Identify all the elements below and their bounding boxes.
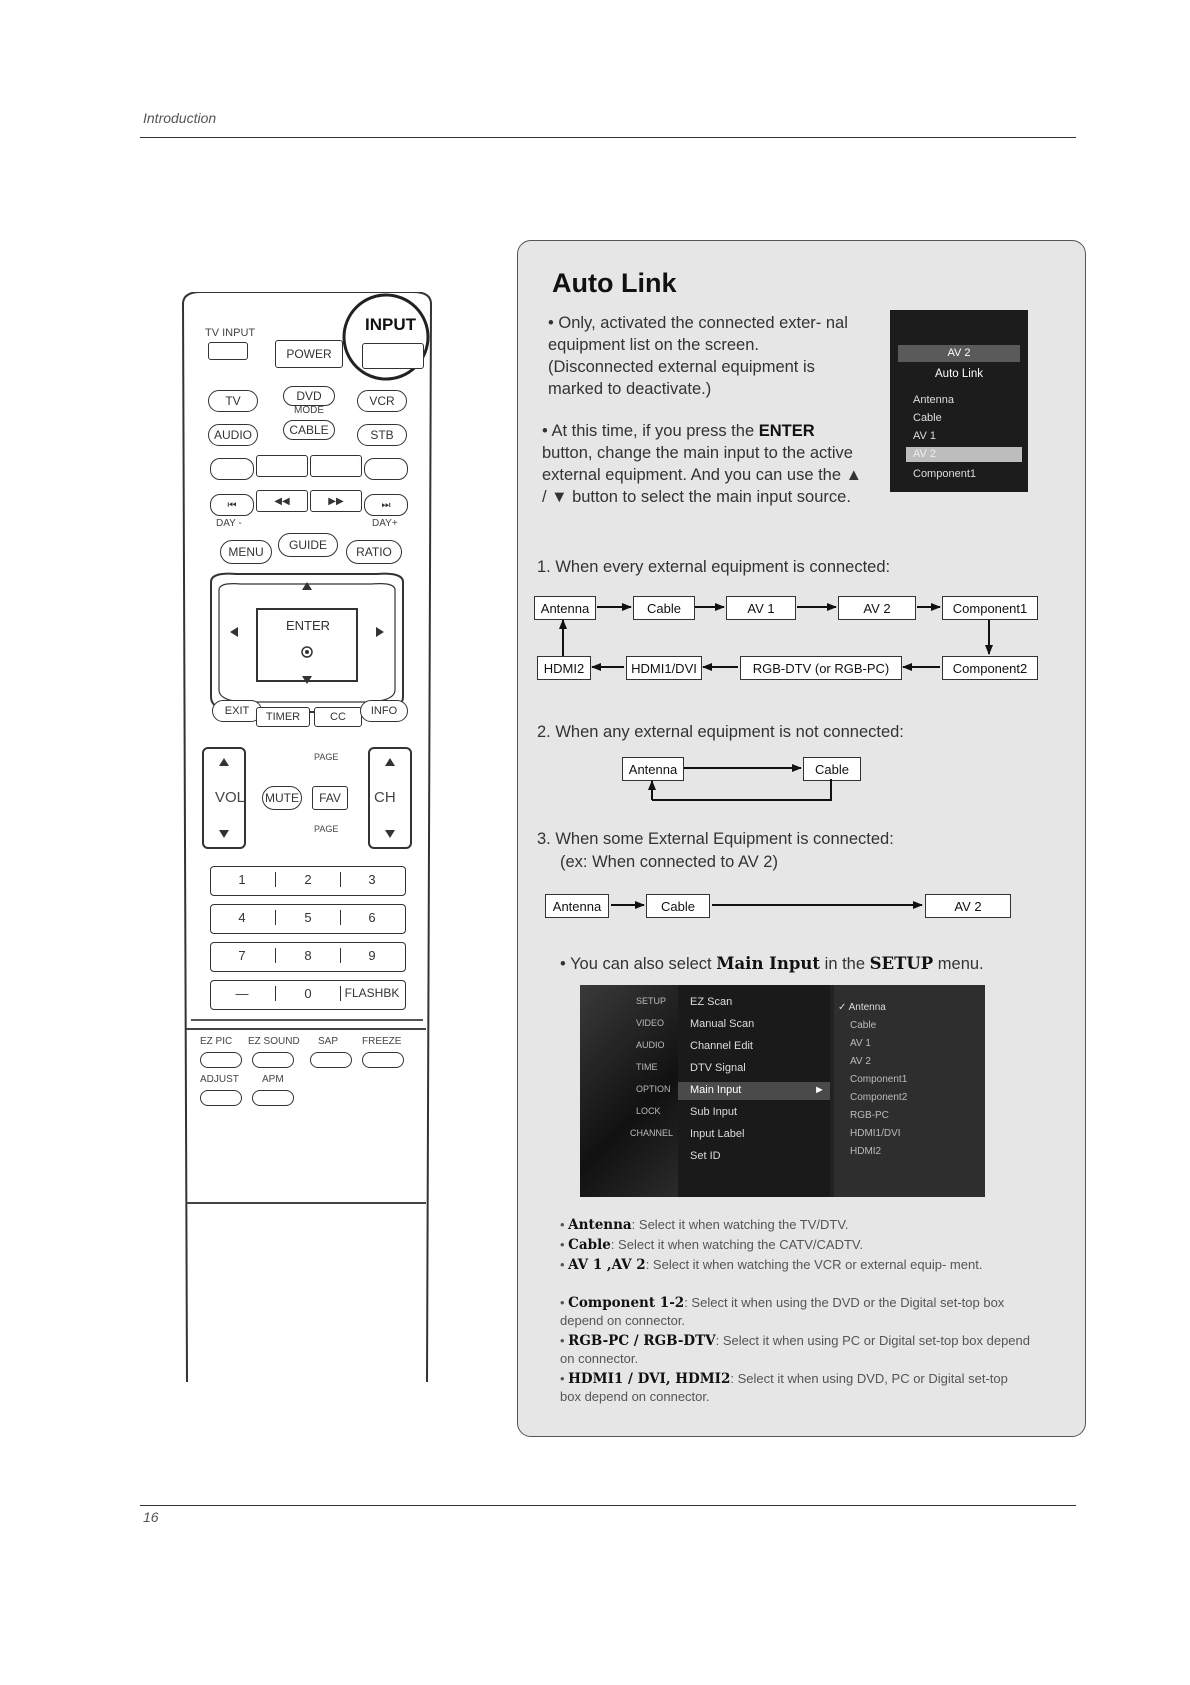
menu-side-lock[interactable]: LOCK — [636, 1106, 661, 1116]
digit-4-button[interactable]: 4 — [238, 910, 246, 925]
ez-pic-button[interactable] — [200, 1052, 242, 1068]
opt-rgb-pc[interactable]: RGB-PC — [850, 1110, 889, 1121]
flow2-antenna: Antenna — [622, 757, 684, 781]
opt-cable[interactable]: Cable — [850, 1020, 877, 1031]
case-3-example: (ex: When connected to AV 2) — [560, 853, 778, 871]
page-number: 16 — [143, 1509, 159, 1525]
menu-main-input[interactable]: Main Input — [690, 1084, 742, 1096]
right-arrow-button[interactable] — [370, 622, 392, 644]
digit-3-button[interactable]: 3 — [368, 872, 376, 887]
menu-manual-scan[interactable]: Manual Scan — [690, 1018, 755, 1030]
dash-button[interactable]: — — [235, 986, 249, 1001]
opt-antenna[interactable]: ✓ Antenna — [838, 1002, 886, 1013]
desc-av: • AV 1 ,AV 2: Select it when watching the VCR or external equip- ment. — [560, 1257, 983, 1273]
down-arrow-button[interactable] — [296, 670, 318, 692]
tv-input-label: TV INPUT — [205, 327, 256, 339]
page-up-label: PAGE — [314, 752, 339, 762]
case-1-label: 1. When every external equipment is connected: — [537, 558, 891, 576]
flow3-cable: Cable — [646, 894, 710, 918]
timer-button[interactable]: TIMER — [256, 707, 310, 727]
tv-input-button[interactable] — [208, 342, 248, 360]
cc-button[interactable]: CC — [314, 707, 362, 727]
sap-label: SAP — [318, 1036, 339, 1047]
menu-button[interactable]: MENU — [220, 540, 272, 564]
case-2-label: 2. When any external equipment is not connected: — [537, 723, 904, 741]
stop-button[interactable] — [210, 458, 254, 480]
desc-component: • Component 1-2: Select it when using the DVD or the Digital set-top box depend on connector. — [560, 1295, 1005, 1328]
apm-button[interactable] — [252, 1090, 294, 1106]
digit-6-button[interactable]: 6 — [368, 910, 376, 925]
rewind-button[interactable]: ◀◀ — [256, 490, 308, 512]
osd-item-component1: Component1 — [913, 468, 976, 480]
tv-mode-button[interactable]: TV — [208, 390, 258, 412]
menu-input-label[interactable]: Input Label — [690, 1128, 745, 1140]
desc-hdmi: • HDMI1 / DVI, HDMI2: Select it when using DVD, PC or Digital set-top box depend on connector. — [560, 1371, 1008, 1404]
desc-cable: • Cable: Select it when watching the CATV/CADTV. — [560, 1237, 863, 1253]
setup-note: • You can also select Main Input in the SETUP menu. — [560, 954, 984, 973]
input-label: INPUT — [365, 315, 416, 334]
digit-9-button[interactable]: 9 — [368, 948, 376, 963]
flow1-antenna: Antenna — [534, 596, 596, 620]
opt-component1[interactable]: Component1 — [850, 1074, 908, 1085]
digit-5-button[interactable]: 5 — [275, 910, 341, 925]
mode-label: MODE — [294, 405, 324, 416]
flow2-cable: Cable — [803, 757, 861, 781]
opt-component2[interactable]: Component2 — [850, 1092, 908, 1103]
desc-antenna: • Antenna: Select it when watching the TV/DTV. — [560, 1217, 849, 1233]
digit-7-button[interactable]: 7 — [238, 948, 246, 963]
dvd-mode-button[interactable]: DVD — [283, 386, 335, 406]
day-minus-label: DAY - — [216, 518, 242, 529]
case-3-label: 3. When some External Equipment is connected: — [537, 830, 894, 848]
digit-1-button[interactable]: 1 — [238, 872, 246, 887]
flow1-component1: Component1 — [942, 596, 1038, 620]
flow1-component2: Component2 — [942, 656, 1038, 680]
intro-paragraph-2: • At this time, if you press the ENTER button, change the main input to the active external equipment. And you can use the ▲ / ▼ button to select the main input source. — [542, 422, 862, 506]
freeze-button[interactable] — [362, 1052, 404, 1068]
record-button[interactable] — [364, 458, 408, 480]
intro-paragraph-1: • Only, activated the connected exter- nal equipment list on the screen. (Disconnected external equipment is marked to deactivate.) — [548, 314, 848, 398]
osd-item-av2: AV 2 — [913, 448, 937, 460]
flow1-av1: AV 1 — [726, 596, 796, 620]
freeze-label: FREEZE — [362, 1036, 402, 1047]
menu-side-setup[interactable]: SETUP — [636, 996, 667, 1006]
footer-rule — [140, 1505, 1076, 1506]
ratio-button[interactable]: RATIO — [346, 540, 402, 564]
flow1-hdmi1-dvi: HDMI1/DVI — [626, 656, 702, 680]
ez-sound-button[interactable] — [252, 1052, 294, 1068]
up-arrow-button[interactable] — [296, 576, 318, 598]
osd-item-antenna: Antenna — [913, 394, 954, 406]
flow3-antenna: Antenna — [545, 894, 609, 918]
apm-label: APM — [262, 1074, 284, 1085]
section-header: Introduction — [143, 110, 217, 126]
ez-sound-label: EZ SOUND — [248, 1036, 300, 1047]
pause-button[interactable] — [310, 455, 362, 477]
exit-button[interactable]: EXIT — [212, 700, 262, 722]
menu-submenu-arrow-icon: ► — [814, 1084, 825, 1096]
opt-hdmi2[interactable]: HDMI2 — [850, 1146, 882, 1157]
adjust-button[interactable] — [200, 1090, 242, 1106]
menu-side-time[interactable]: TIME — [636, 1062, 658, 1072]
osd-title: Auto Link — [935, 368, 983, 380]
menu-channel-edit[interactable]: Channel Edit — [690, 1040, 753, 1052]
digit-8-button[interactable]: 8 — [275, 948, 341, 963]
power-button[interactable]: POWER — [275, 340, 343, 368]
menu-dtv-signal[interactable]: DTV Signal — [690, 1062, 746, 1074]
vol-label: VOL — [215, 789, 246, 806]
page-down-label: PAGE — [314, 824, 339, 834]
enter-button-label: ENTER — [285, 618, 331, 633]
ez-pic-label: EZ PIC — [200, 1036, 233, 1047]
desc-rgb: • RGB-PC / RGB-DTV: Select it when using PC or Digital set-top box depend on connector. — [560, 1333, 1030, 1366]
osd-current-input: AV 2 — [898, 345, 1020, 362]
day-plus-label: DAY+ — [372, 518, 398, 529]
flow1-rgb-dtv: RGB-DTV (or RGB-PC) — [740, 656, 902, 680]
flow-arrows — [517, 580, 1057, 920]
opt-av1[interactable]: AV 1 — [850, 1038, 871, 1049]
flashbk-button[interactable]: FLASHBK — [344, 986, 400, 1000]
sap-button[interactable] — [310, 1052, 352, 1068]
cable-mode-button[interactable]: CABLE — [283, 420, 335, 440]
left-arrow-button[interactable] — [222, 622, 244, 644]
info-button[interactable]: INFO — [360, 700, 408, 722]
input-button[interactable] — [362, 343, 424, 369]
adjust-label: ADJUST — [200, 1074, 239, 1085]
menu-side-option[interactable]: OPTION — [636, 1084, 671, 1094]
header-rule — [140, 137, 1076, 138]
menu-set-id[interactable]: Set ID — [690, 1150, 721, 1162]
osd-item-av1: AV 1 — [913, 430, 937, 442]
digit-0-button[interactable]: 0 — [275, 986, 341, 1001]
fast-forward-button[interactable]: ▶▶ — [310, 490, 362, 512]
flow3-av2: AV 2 — [925, 894, 1011, 918]
audio-mode-button[interactable]: AUDIO — [208, 424, 258, 446]
panel-title: Auto Link — [552, 268, 677, 298]
opt-hdmi1-dvi[interactable]: HDMI1/DVI — [850, 1128, 901, 1139]
menu-side-channel[interactable]: CHANNEL — [630, 1128, 674, 1138]
flow1-av2: AV 2 — [838, 596, 916, 620]
ch-label: CH — [374, 789, 396, 806]
mute-button[interactable]: MUTE — [262, 786, 302, 810]
skip-forward-button[interactable]: ⏭ — [364, 494, 408, 516]
skip-back-button[interactable]: ⏮ — [210, 494, 254, 516]
menu-ez-scan[interactable]: EZ Scan — [690, 996, 733, 1008]
flow1-hdmi2: HDMI2 — [537, 656, 591, 680]
opt-av2[interactable]: AV 2 — [850, 1056, 871, 1067]
osd-item-cable: Cable — [913, 412, 942, 424]
guide-button[interactable]: GUIDE — [278, 533, 338, 557]
vcr-mode-button[interactable]: VCR — [357, 390, 407, 412]
setup-menu-right — [834, 985, 985, 1197]
stb-mode-button[interactable]: STB — [357, 424, 407, 446]
fav-button[interactable]: FAV — [312, 786, 348, 810]
menu-side-audio[interactable]: AUDIO — [636, 1040, 665, 1050]
menu-side-video[interactable]: VIDEO — [636, 1018, 665, 1028]
play-button[interactable] — [256, 455, 308, 477]
flow1-cable: Cable — [633, 596, 695, 620]
menu-sub-input[interactable]: Sub Input — [690, 1106, 738, 1118]
digit-2-button[interactable]: 2 — [275, 872, 341, 887]
auto-link-osd — [890, 310, 1028, 492]
